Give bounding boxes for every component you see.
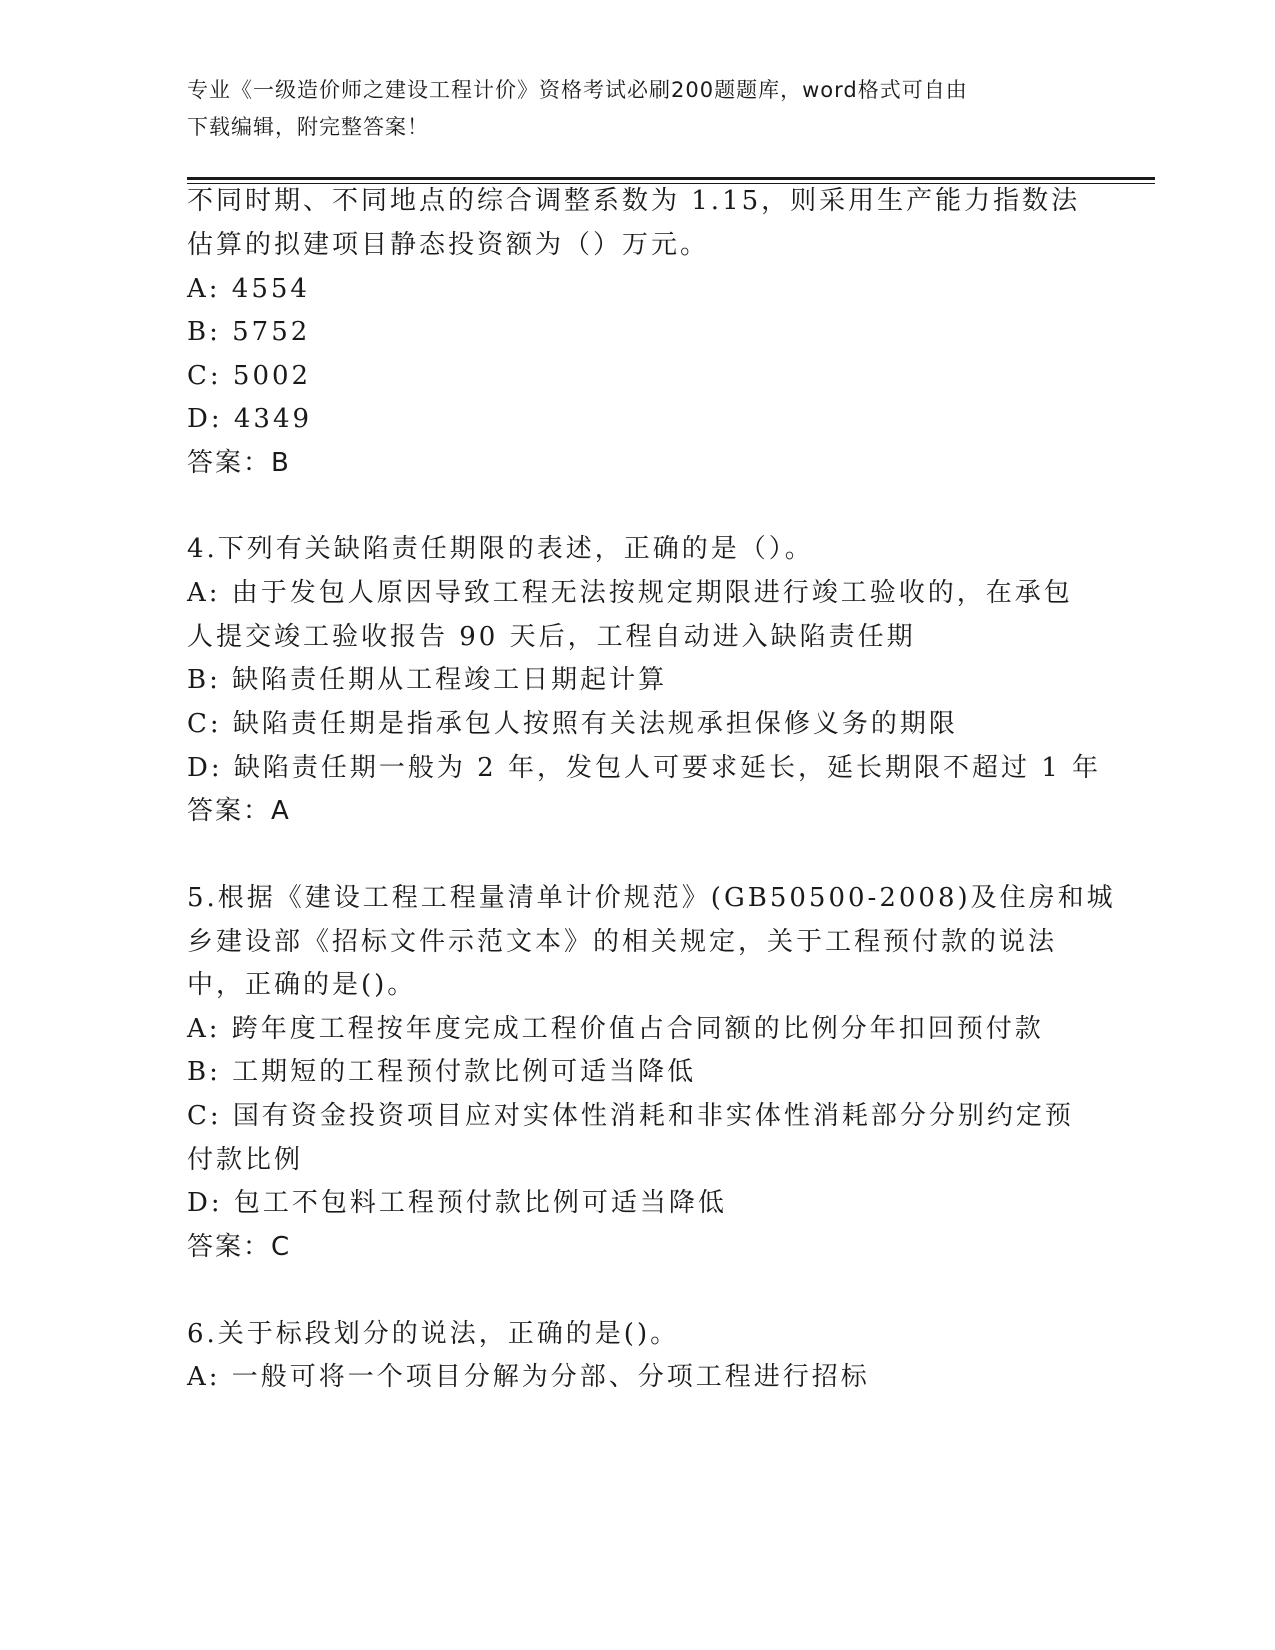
q4-option-a-line-2: 人提交竣工验收报告 90 天后，工程自动进入缺陷责任期 [187,622,916,652]
q5-stem-line-2: 乡建设部《招标文件示范文本》的相关规定，关于工程预付款的说法 [187,927,1058,957]
q4-stem: 4.下列有关缺陷责任期限的表述，正确的是（）。 [187,534,814,564]
q3-answer: 答案：B [187,448,291,478]
header-line-2: 下载编辑，附完整答案！ [187,115,429,139]
q5-option-a: A: 跨年度工程按年度完成工程价值占合同额的比例分年扣回预付款 [187,1014,1044,1044]
q5-stem-line-3: 中，正确的是()。 [187,970,417,1000]
q5-option-b: B: 工期短的工程预付款比例可适当降低 [187,1057,697,1087]
q5-option-c-line-2: 付款比例 [187,1145,304,1175]
q3-option-d: D: 4349 [187,404,313,434]
document-header [187,72,1087,146]
q4-option-b: B: 缺陷责任期从工程竣工日期起计算 [187,665,668,695]
q3-stem-line-2: 估算的拟建项目静态投资额为（）万元。 [187,230,710,260]
q4-option-c: C: 缺陷责任期是指承包人按照有关法规承担保修义务的期限 [187,709,958,739]
q6-stem: 6.关于标段划分的说法，正确的是()。 [187,1319,680,1349]
q3-option-a: A: 4554 [187,274,310,304]
header-line-1: 专业《一级造价师之建设工程计价》资格考试必刷200题题库，word格式可自由 [187,78,968,102]
q3-option-b: B: 5752 [187,317,311,347]
q3-option-c: C: 5002 [187,361,312,391]
q5-answer: 答案：C [187,1232,292,1262]
q4-option-d: D: 缺陷责任期一般为 2 年，发包人可要求延长，延长期限不超过 1 年 [187,753,1102,783]
q4-answer: 答案：A [187,796,291,826]
q4-option-a-line-1: A: 由于发包人原因导致工程无法按规定期限进行竣工验收的，在承包 [187,578,1073,608]
q5-option-d: D: 包工不包料工程预付款比例可适当降低 [187,1188,727,1218]
q5-option-c-line-1: C: 国有资金投资项目应对实体性消耗和非实体性消耗部分分别约定预 [187,1101,1074,1131]
header-divider-thick [187,177,1155,180]
q5-stem-line-1: 5.根据《建设工程工程量清单计价规范》(GB50500-2008)及住房和城 [187,883,1116,913]
q6-option-a: A: 一般可将一个项目分解为分部、分项工程进行招标 [187,1362,870,1392]
q3-stem-line-1: 不同时期、不同地点的综合调整系数为 1.15，则采用生产能力指数法 [187,186,1081,216]
